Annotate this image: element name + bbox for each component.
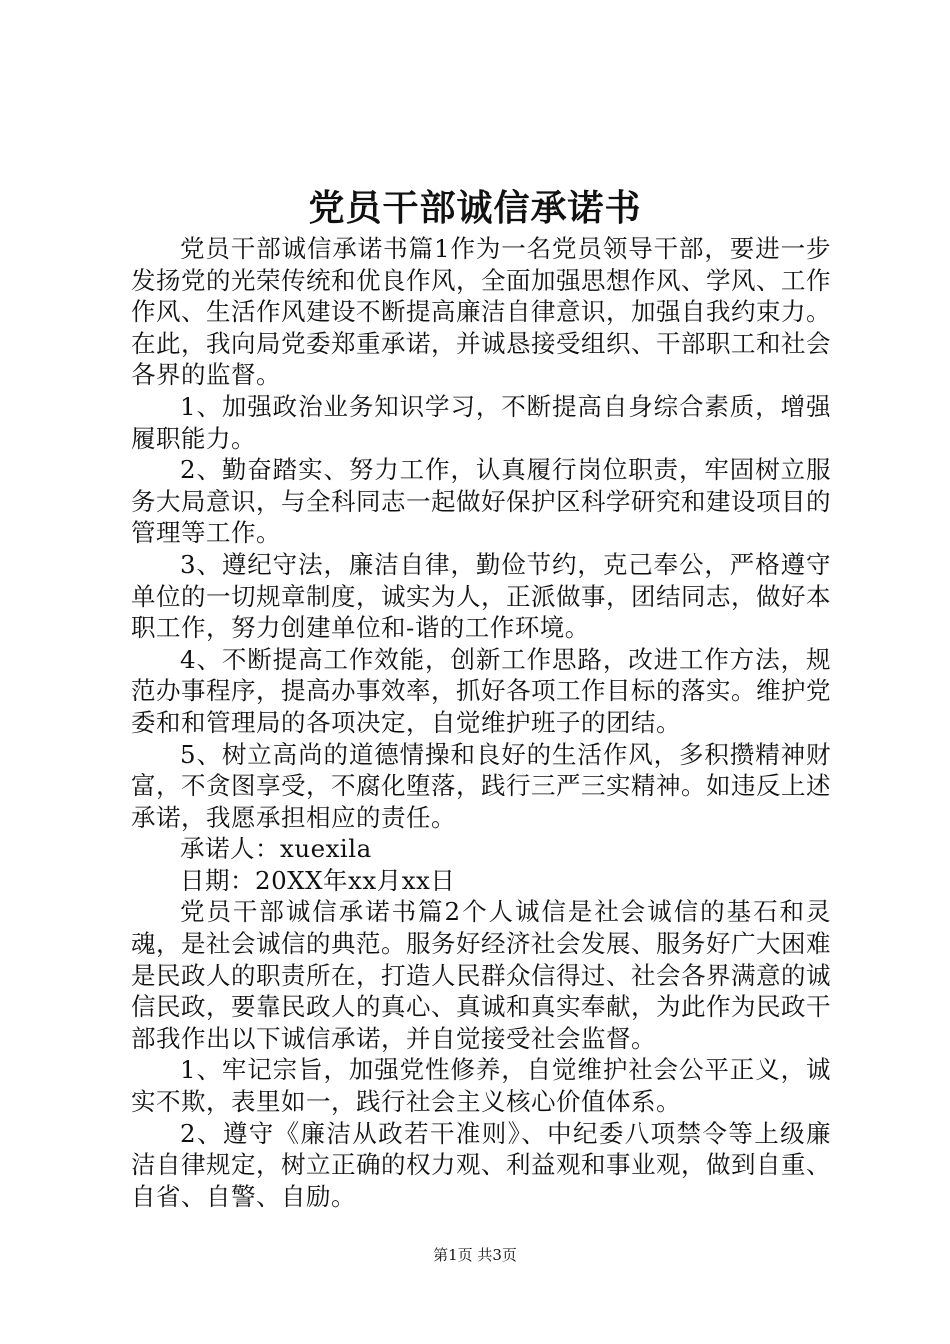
paragraph: 2、勤奋踏实、努力工作，认真履行岗位职责，牢固树立服务大局意识，与全科同志一起做好保护区科学研究和建设项目的管理等工作。 xyxy=(131,455,831,548)
paragraph: 1、牢记宗旨，加强党性修养，自觉维护社会公平正义，诚实不欺，表里如一，践行社会主义核心价值体系。 xyxy=(131,1055,831,1117)
page-footer: 第1页 共3页 xyxy=(433,1246,517,1264)
page-title: 党员干部诚信承诺书 xyxy=(308,187,642,229)
paragraph: 5、树立高尚的道德情操和良好的生活作风，多积攒精神财富，不贪图享受，不腐化堕落，践行三严三实精神。如违反上述承诺，我愿承担相应的责任。 xyxy=(131,739,831,832)
paragraph: 党员干部诚信承诺书篇1作为一名党员领导干部，要进一步发扬党的光荣传统和优良作风，全面加强思想作风、学风、工作作风、生活作风建设不断提高廉洁自律意识，加强自我约束力。在此，我向局党委郑重承诺，并诚恳接受组织、干部职工和社会各界的监督。 xyxy=(131,234,831,390)
paragraph: 4、不断提高工作效能，创新工作思路，改进工作方法，规范办事程序，提高办事效率，抓好各项工作目标的落实。维护党委和和管理局的各项决定，自觉维护班子的团结。 xyxy=(131,644,831,737)
paragraph: 党员干部诚信承诺书篇2个人诚信是社会诚信的基石和灵魂，是社会诚信的典范。服务好经济社会发展、服务好广大困难是民政人的职责所在，打造人民群众信得过、社会各界满意的诚信民政，要靠民政人的真心、真诚和真实奉献，为此作为民政干部我作出以下诚信承诺，并自觉接受社会监督。 xyxy=(131,897,831,1053)
document-body xyxy=(131,233,831,1212)
paragraph: 2、遵守《廉洁从政若干准则》、中纪委八项禁令等上级廉洁自律规定，树立正确的权力观、利益观和事业观，做到自重、自省、自警、自励。 xyxy=(131,1118,831,1211)
signatory-line: 承诺人：xuexila xyxy=(180,834,372,864)
date-line: 日期：20XX年xx月xx日 xyxy=(180,865,456,895)
paragraph: 1、加强政治业务知识学习，不断提高自身综合素质，增强履职能力。 xyxy=(131,391,831,453)
paragraph: 3、遵纪守法，廉洁自律，勤俭节约，克己奉公，严格遵守单位的一切规章制度，诚实为人，正派做事，团结同志，做好本职工作，努力创建单位和-谐的工作环境。 xyxy=(131,549,831,643)
